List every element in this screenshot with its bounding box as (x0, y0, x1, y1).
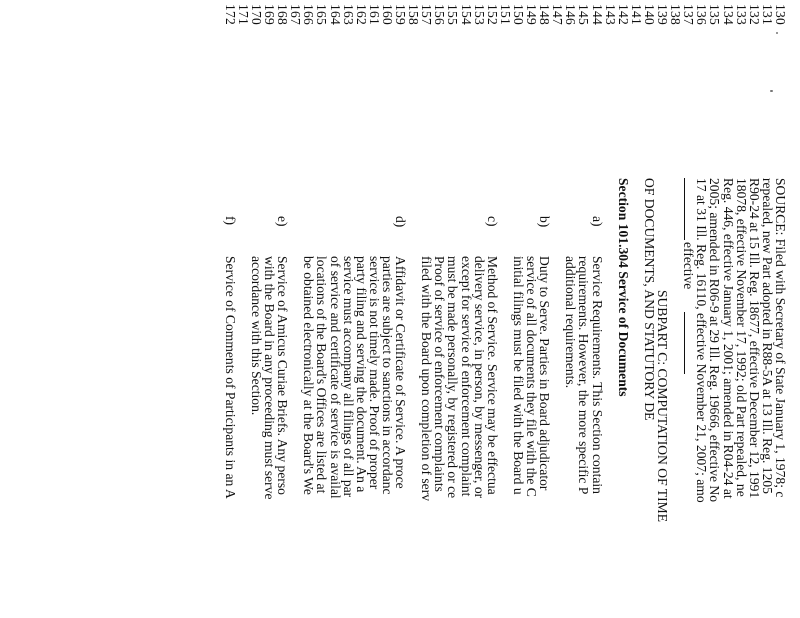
line-number: 164 (327, 4, 343, 25)
line-text: repealed, new Part adopted in R88-5A at 13 Ill. Reg. 1205 (759, 178, 775, 494)
line-number: 158 (406, 4, 422, 25)
scan-speck (770, 90, 773, 92)
line-number: 156 (432, 4, 448, 25)
section-heading: Section 101.304 Service of Documents (615, 178, 631, 397)
line-number: 152 (484, 4, 500, 25)
line-number: 155 (445, 4, 461, 25)
line-number: 132 (746, 4, 762, 25)
line-number: 147 (550, 4, 566, 25)
line-text: parties are subject to sanctions in accordanc (380, 256, 395, 495)
line-number: 142 (615, 4, 631, 25)
line-number: 166 (301, 4, 317, 25)
line-number: 151 (497, 4, 513, 25)
line-text: Reg. 446, effective January 1, 2001; amended in R04-24 at (720, 178, 736, 499)
line-number: 135 (707, 4, 723, 25)
line-text: 18078, effective November 17, 1992; old Part repealed, ne (733, 178, 749, 497)
line-number: 161 (366, 4, 382, 25)
subsection-label: a) (589, 216, 605, 227)
line-number: 130 (773, 4, 788, 25)
line-number: 143 (602, 4, 618, 25)
line-text: Duty to Serve. Parties in Board adjudicator (537, 256, 553, 491)
line-text: be obtained electronically at the Board's We (301, 256, 317, 495)
line-text: service must accompany all filings of all par (340, 256, 356, 498)
line-text: of service and certificate of service is availal (327, 256, 343, 499)
line-text: Affidavit or Certificate of Service. A proce (393, 256, 409, 489)
line-text: Service of Amicus Curiae Briefs. Any perso (275, 256, 291, 495)
scan-speck (776, 32, 778, 34)
line-number: 160 (380, 4, 395, 25)
line-text: filed with the Board upon completion of serv (419, 256, 435, 502)
line-number: 137 (681, 4, 697, 25)
line-number: 153 (471, 4, 487, 25)
line-number: 138 (668, 4, 684, 25)
subpart-heading: SUBPART C: COMPUTATION OF TIME (655, 290, 671, 523)
line-text: Service of Comments of Participants in an A (222, 256, 238, 499)
line-number: 154 (458, 4, 474, 25)
line-number: 168 (275, 4, 291, 25)
line-text: additional requirements. (563, 256, 579, 389)
line-number: 136 (694, 4, 710, 25)
line-number: 157 (419, 4, 435, 25)
line-number: 144 (589, 4, 605, 25)
line-text: initial filings must be filed with the Board u (511, 256, 526, 495)
line-number: 139 (655, 4, 671, 25)
line-number: 167 (288, 4, 304, 25)
line-text: 2005; amended in R06-9 at 29 Ill. Reg. 19666, effective No (707, 178, 723, 503)
blank-rule (684, 312, 695, 374)
line-number: 171 (235, 4, 251, 25)
subsection-label: d) (393, 216, 409, 228)
line-number: 163 (340, 4, 356, 25)
line-text: Method of Service. Service may be effectua (484, 256, 500, 495)
line-text: effective (681, 242, 697, 290)
subsection-label: b) (537, 216, 553, 228)
line-number: 140 (642, 4, 657, 25)
line-text: except for service of enforcement complaint (458, 256, 474, 497)
subpart-heading: OF DOCUMENTS, AND STATUTORY DE (642, 178, 657, 421)
line-text: requirements. However, the more specific P (576, 256, 592, 495)
line-number: 131 (759, 4, 775, 25)
line-number: 169 (262, 4, 278, 25)
blank-rule (684, 178, 695, 240)
subsection-label: c) (484, 216, 500, 227)
line-number: 165 (314, 4, 330, 25)
line-number: 146 (563, 4, 579, 25)
line-number: 159 (393, 4, 409, 25)
line-number: 133 (733, 4, 749, 25)
subsection-label: e) (275, 216, 291, 227)
line-text: locations of the Board's Offices are listed at (314, 256, 330, 494)
line-number: 162 (353, 4, 369, 25)
line-text: SOURCE: Filed with Secretary of State January 1, 1978; c (773, 178, 788, 498)
line-number: 170 (249, 4, 264, 25)
line-text: service of all documents they file with the C (524, 256, 540, 497)
line-text: service is not timely made. Proof of proper (366, 256, 382, 490)
line-text: accordance with this Section. (249, 256, 264, 416)
line-text: with the Board in any proceeding must serve (262, 256, 278, 500)
line-text: delivery service, in person, by messenger, or (471, 256, 487, 499)
line-number: 134 (720, 4, 736, 25)
line-number: 141 (628, 4, 644, 25)
line-text: 17 at 31 Ill. Reg. 16110, effective November 21, 2007; amo (694, 178, 710, 503)
line-number: 172 (222, 4, 238, 25)
line-number: 150 (511, 4, 526, 25)
line-number: 145 (576, 4, 592, 25)
line-text: Service Requirements. This Section contain (589, 256, 605, 494)
line-text: party filing and serving the document. An a (353, 256, 369, 493)
subsection-label: f) (222, 216, 238, 226)
line-text: R90-24 at 15 Ill. Reg. 18677, effective December 12, 1991 (746, 178, 762, 499)
line-text: Proof of service of enforcement complaints (432, 256, 448, 492)
line-text: must be made personally, by registered or ce (445, 256, 461, 499)
line-number: 148 (537, 4, 553, 25)
line-number: 149 (524, 4, 540, 25)
